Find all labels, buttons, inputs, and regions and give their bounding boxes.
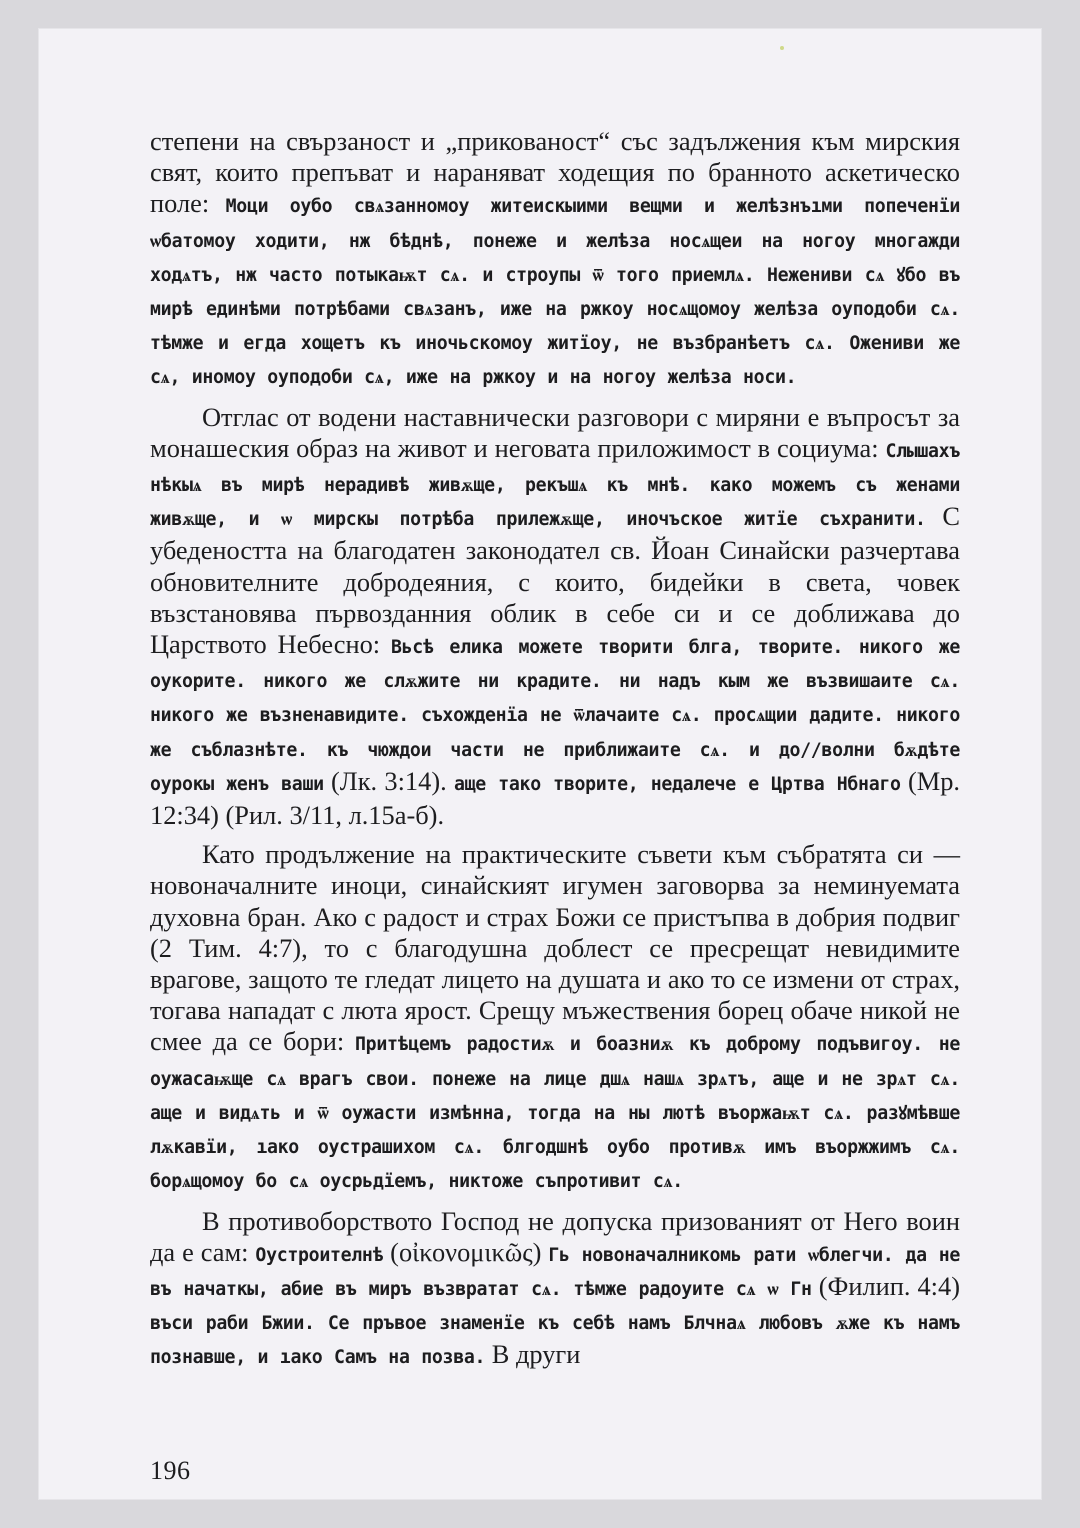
- church-slavonic-quote: Гь новоначалникомь рати ѡблегчи. да не въ начаткы, абие въ миръ възвратат сѧ. тѣмже радоуите сѧ ѡ Гн: [150, 1244, 961, 1300]
- book-page: [38, 28, 1042, 1500]
- text-span: Като продължение на практическите съвети към събратята си — новоначалните иноци, синайският игумен заговорва за неминуемата духовна бран. Ако с радост и страх Божи се пристъпва в добрия подвиг (2 Тим. 4:7), то с благодушна доблест се пресрещат невидимите врагове, защото те гледат лицето на душата и ако то се измени от страх, тогава нападат с люта ярост. Срещу мъжествения борец обаче никой не смее да се бори:: [150, 839, 960, 1057]
- citation: (Лк. 3:14).: [323, 765, 454, 796]
- greek-term: (οἰκονομικῶς): [383, 1236, 549, 1267]
- text-span: В други: [485, 1339, 581, 1370]
- text-span: С убедеността на благодатен законодател св. Йоан Синайски разчертава обновителните добродеяния, с които, бидейки в света, човек възстановява първозданния облик в себе си и се доближава до Царството Небесно:: [150, 501, 960, 660]
- church-slavonic-quote: Слышахъ нѣкыѧ въ мирѣ нерадивѣ живѫще, рекъшѧ къ мнѣ. како можемъ съ женами живѫще, и ѡ мирскы потрѣба прилежѫще, иночъское житїе съхранити.: [150, 440, 960, 531]
- church-slavonic-quote: Моци оубо свѧзанномоу житеискыими вещми и желѣзнъıми попеченїи ѡбатомоу ходити, нж бѣднѣ, понеже и желѣза носѧщеи на ногоу многажди ходѧтъ, нж часто потыкаѭт сѧ. и строупы ѿ того приемлѧ. Нежениви сѧ ꙋбо въ мирѣ единѣми потрѣбами свѧзанъ, иже на ржкоу носѧщомоу желѣза оуподоби сѧ. тѣмже и егда хощетъ къ иночьскомоу житїоу, не възбранѣетъ сѧ. Ожениви же сѧ, иномоу оуподоби сѧ, иже на ржкоу и на ногоу желѣза носи.: [150, 196, 960, 389]
- citation: (Филип. 4:4): [811, 1270, 960, 1301]
- body-text: [150, 126, 960, 1374]
- paragraph: [150, 839, 960, 1197]
- text-span: Отглас от водени наставнически разговори с миряни е въпросът за монашеския образ на живот и неговата приложимост в социума:: [150, 401, 960, 463]
- paragraph: [150, 1206, 960, 1374]
- church-slavonic-quote: аще тако творите, недалече е Цртва Нбнаго: [453, 773, 901, 795]
- paragraph: [150, 126, 960, 394]
- citation: (Мр. 12:34) (Рил. 3/11, л.15а-б).: [150, 765, 960, 831]
- text-span: степени на свързаност и „прикованост“ със задължения към мирския свят, които препъват и нараняват ходещия по бранното аскетическо поле:: [150, 126, 960, 219]
- church-slavonic-quote: Вьсѣ елика можете творити блга, творите. никого же оукорите. никого же слѫжите ни крадите. ни надъ кым же възвишаите сѧ. никого же възненавидите. съхожденїа не ѿлачаите сѧ. просѧщии дадите. никого же съблазнѣте. къ чюждои части не приближаите сѧ. и до//волни бѫдѣте оурокы женъ ваши: [150, 637, 960, 795]
- church-slavonic-quote: Оустроителнѣ: [255, 1244, 384, 1266]
- paragraph: [150, 402, 960, 832]
- page-number: 196: [150, 1456, 191, 1485]
- paper-speck: [780, 46, 784, 50]
- church-slavonic-quote: въси раби Бжии. Се пръвое знаменїе къ себѣ намъ Блчнаѧ любовъ ѫже къ намъ познавше, и ıако Самъ на позва.: [150, 1313, 960, 1369]
- text-span: В противоборството Господ не допуска призованият от Него воин да е сам:: [150, 1205, 960, 1267]
- church-slavonic-quote: Притѣцемъ радостиѫ и боазниѫ къ доброму подъвигоу. не оужасаѭще сѧ врагъ свои. понеже на лице дшѧ нашѧ зрѧтъ, аще и не зрѧт сѧ. аще и видѧть и ѿ оужасти измѣнна, тогда на ны лютѣ въоржаѭт сѧ. разꙋмѣвше лѫкавїи, ıако оустрашихом сѧ. блгодшнѣ оубо противѫ имъ въоржжимъ сѧ. борѧщомоу бо сѧ оусрьдїемъ, никтоже съпротивит сѧ.: [150, 1034, 960, 1193]
